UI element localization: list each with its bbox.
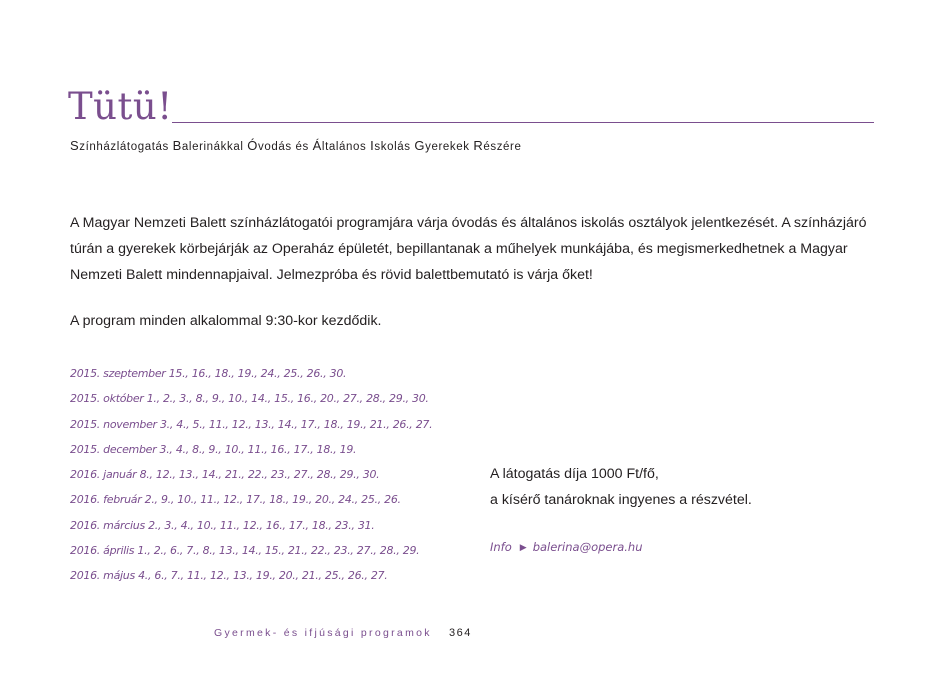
date-row-2016-february: 2016. február 2., 9., 10., 11., 12., 17., 18., 19., 20., 24., 25., 26. xyxy=(70,493,401,507)
info-email-link[interactable]: balerina@opera.hu xyxy=(532,540,643,554)
intro-paragraph: A Magyar Nemzeti Balett színházlátogatói programjára várja óvodás és általános iskolás osztályok jelentkezését. A színházjáró túrán a gyerekek körbejárják az Operaház épületét, bepillantanak a műhelyek munkájába, és megismerkedhetnek a Magyar Nemzeti Balett mindennapjaival. Jelmezpróba és rövid balettbemutató is várja őket! xyxy=(70,215,867,283)
date-row-2016-january: 2016. január 8., 12., 13., 14., 21., 22., 23., 27., 28., 29., 30. xyxy=(70,468,380,482)
subtitle-word: alerinákkal xyxy=(181,141,248,153)
price-info xyxy=(490,461,752,513)
date-list xyxy=(70,364,432,592)
subtitle-initial: Á xyxy=(312,138,322,153)
date-row-2016-april: 2016. április 1., 2., 6., 7., 8., 13., 14., 15., 21., 22., 23., 27., 28., 29. xyxy=(70,544,420,558)
price-line: A látogatás díja 1000 Ft/fő, xyxy=(490,466,659,482)
date-row-2015-november: 2015. november 3., 4., 5., 11., 12., 13., 14., 17., 18., 19., 21., 26., 27. xyxy=(70,417,433,431)
subtitle-initial: B xyxy=(172,138,182,153)
subtitle-word: skolás xyxy=(374,141,415,153)
title-divider xyxy=(172,122,874,123)
subtitle-initial: S xyxy=(70,138,80,153)
date-row-2016-march: 2016. március 2., 3., 4., 10., 11., 12., 16., 17., 18., 23., 31. xyxy=(70,518,375,532)
subtitle-word: vodás és xyxy=(258,141,313,153)
page-title: Tütü! xyxy=(68,85,173,128)
subtitle-word: yerekek xyxy=(425,141,474,153)
info-label: Info xyxy=(490,540,512,554)
subtitle-initial: G xyxy=(414,138,426,153)
start-time-note: A program minden alkalommal 9:30-kor kezdődik. xyxy=(70,313,382,329)
info-contact xyxy=(490,540,642,554)
teacher-line: a kísérő tanároknak ingyenes a részvétel. xyxy=(490,492,752,508)
date-row-2015-october: 2015. október 1., 2., 3., 8., 9., 10., 14., 15., 16., 20., 27., 28., 29., 30. xyxy=(70,392,429,406)
page-number: 364 xyxy=(449,627,472,639)
date-row-2015-september: 2015. szeptember 15., 16., 18., 19., 24., 25., 26., 30. xyxy=(70,367,347,380)
footer-section-title: Gyermek- és ifjúsági programok xyxy=(214,627,432,639)
subtitle-word: észére xyxy=(483,141,522,153)
subtitle xyxy=(70,138,521,153)
play-arrow-icon: ▶ xyxy=(519,543,527,553)
date-row-2015-december: 2015. december 3., 4., 8., 9., 10., 11., 16., 17., 18., 19. xyxy=(70,442,357,456)
date-row-2016-may: 2016. május 4., 6., 7., 11., 12., 13., 19., 20., 21., 25., 26., 27. xyxy=(70,569,388,583)
subtitle-initial: Ó xyxy=(247,138,259,153)
subtitle-word: ltalános xyxy=(321,141,371,153)
subtitle-initial: I xyxy=(370,138,375,153)
subtitle-initial: R xyxy=(473,138,484,153)
subtitle-word: zínházlátogatás xyxy=(79,141,173,153)
